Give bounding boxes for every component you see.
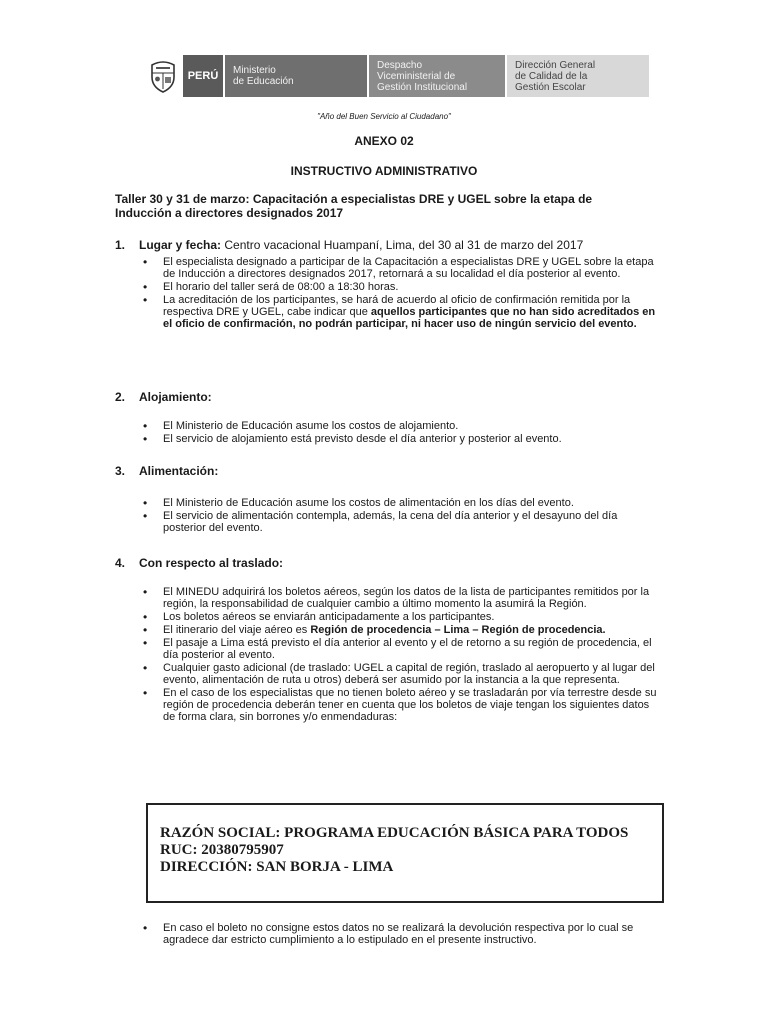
list-item-text: El itinerario del viaje aéreo es <box>163 624 311 636</box>
workshop-title: Taller 30 y 31 de marzo: Capacitación a especialistas DRE y UGEL sobre la etapa de Inducción a directores designados 2017 <box>115 192 593 220</box>
section-4-title <box>115 556 283 570</box>
ministry-label: Ministerio de Educación <box>233 65 294 87</box>
letterhead <box>143 55 649 97</box>
list-item-bold-text: Región de procedencia – Lima – Región de procedencia. <box>310 624 606 636</box>
section-3-list <box>143 497 661 535</box>
country-block <box>183 55 223 97</box>
office-block <box>367 55 505 97</box>
section-title-text: Lugar y fecha: <box>139 238 222 252</box>
billing-info-box <box>146 803 664 903</box>
document-title: INSTRUCTIVO ADMINISTRATIVO <box>290 164 478 178</box>
list-item: • El Ministerio de Educación asume los costos de alimentación en los días del evento. <box>143 497 661 509</box>
section-2-list <box>143 420 661 446</box>
section-inline-text: Centro vacacional Huampaní, Lima, del 30 al 31 de marzo del 2017 <box>224 238 584 252</box>
peru-seal-icon <box>143 55 183 97</box>
country-label: PERÚ <box>187 69 219 82</box>
section-title-text: Con respecto al traslado: <box>139 556 284 570</box>
list-item <box>143 294 661 330</box>
list-item: • El MINEDU adquirirá los boletos aéreos, según los datos de la lista de participantes remitidos por la región, la responsabilidad de cualquier cambio a último momento la asumirá la Región. <box>143 586 661 610</box>
list-item: • En caso el boleto no consigne estos datos no se realizará la devolución respectiva por lo cual se agradece dar estricto cumplimiento a lo estipulado en el presente instructivo. <box>143 922 661 946</box>
section-2-title <box>115 390 212 404</box>
section-1-title <box>115 238 583 252</box>
section-title-text: Alimentación: <box>139 464 219 478</box>
list-item: • En el caso de los especialistas que no tienen boleto aéreo y se trasladarán por vía terrestre desde su región de procedencia deberán tener en cuenta que los boletos de viaje tengan los siguientes datos de forma clara, sin borrones y/o enmendaduras: <box>143 687 661 723</box>
section-3-title <box>115 464 218 478</box>
list-item-text: La acreditación de los participantes, se hará de acuerdo al oficio de confirmación remitida por la respectiva DRE y UGEL, cabe indicar que <box>163 294 631 318</box>
list-item: • El servicio de alimentación contempla, además, la cena del día anterior y el desayuno del día posterior del evento. <box>143 510 661 534</box>
final-note-list <box>143 922 661 947</box>
list-item <box>143 624 661 636</box>
list-item: • El especialista designado a participar de la Capacitación a especialistas DRE y UGEL sobre la etapa de Inducción a directores designados 2017, retornará a su localidad el día posterior al evento. <box>143 256 661 280</box>
business-name-line: RAZÓN SOCIAL: PROGRAMA EDUCACIÓN BÁSICA PARA TODOS <box>160 825 629 841</box>
section-4-list <box>143 586 661 724</box>
ruc-line: RUC: 20380795907 <box>160 842 284 858</box>
direction-block <box>505 55 649 97</box>
list-item: • El pasaje a Lima está previsto el día anterior al evento y el de retorno a su región de procedencia, el día posterior al evento. <box>143 637 661 661</box>
office-label: Despacho Viceministerial de Gestión Institucional <box>377 59 468 93</box>
direction-label: Dirección General de Calidad de la Gestión Escolar <box>515 59 596 93</box>
list-item: • El servicio de alojamiento está previsto desde el día anterior y posterior al evento. <box>143 433 661 445</box>
section-title-text: Alojamiento: <box>139 390 212 404</box>
ministry-block <box>223 55 367 97</box>
section-number: 1. <box>115 238 126 252</box>
section-number: 2. <box>115 390 126 404</box>
list-item: • Cualquier gasto adicional (de traslado: UGEL a capital de región, traslado al aeropuerto y al lugar del evento, alimentación de ruta u otros) deberá ser asumido por la instancia a la que representa. <box>143 662 661 686</box>
list-item: • El horario del taller será de 08:00 a 18:30 horas. <box>143 281 661 293</box>
section-number: 3. <box>115 464 126 478</box>
section-1-list <box>143 256 661 331</box>
annex-title: ANEXO 02 <box>354 134 414 148</box>
address-line: DIRECCIÓN: SAN BORJA - LIMA <box>160 859 394 875</box>
list-item-bold-text: aquellos participantes que no han sido acreditados en el oficio de confirmación, no podrán participar, ni hacer uso de ningún servicio del evento. <box>163 306 656 330</box>
list-item: • El Ministerio de Educación asume los costos de alojamiento. <box>143 420 661 432</box>
list-item: • Los boletos aéreos se enviarán anticipadamente a los participantes. <box>143 611 661 623</box>
year-motto: "Año del Buen Servicio al Ciudadano" <box>317 112 451 121</box>
section-number: 4. <box>115 556 126 570</box>
